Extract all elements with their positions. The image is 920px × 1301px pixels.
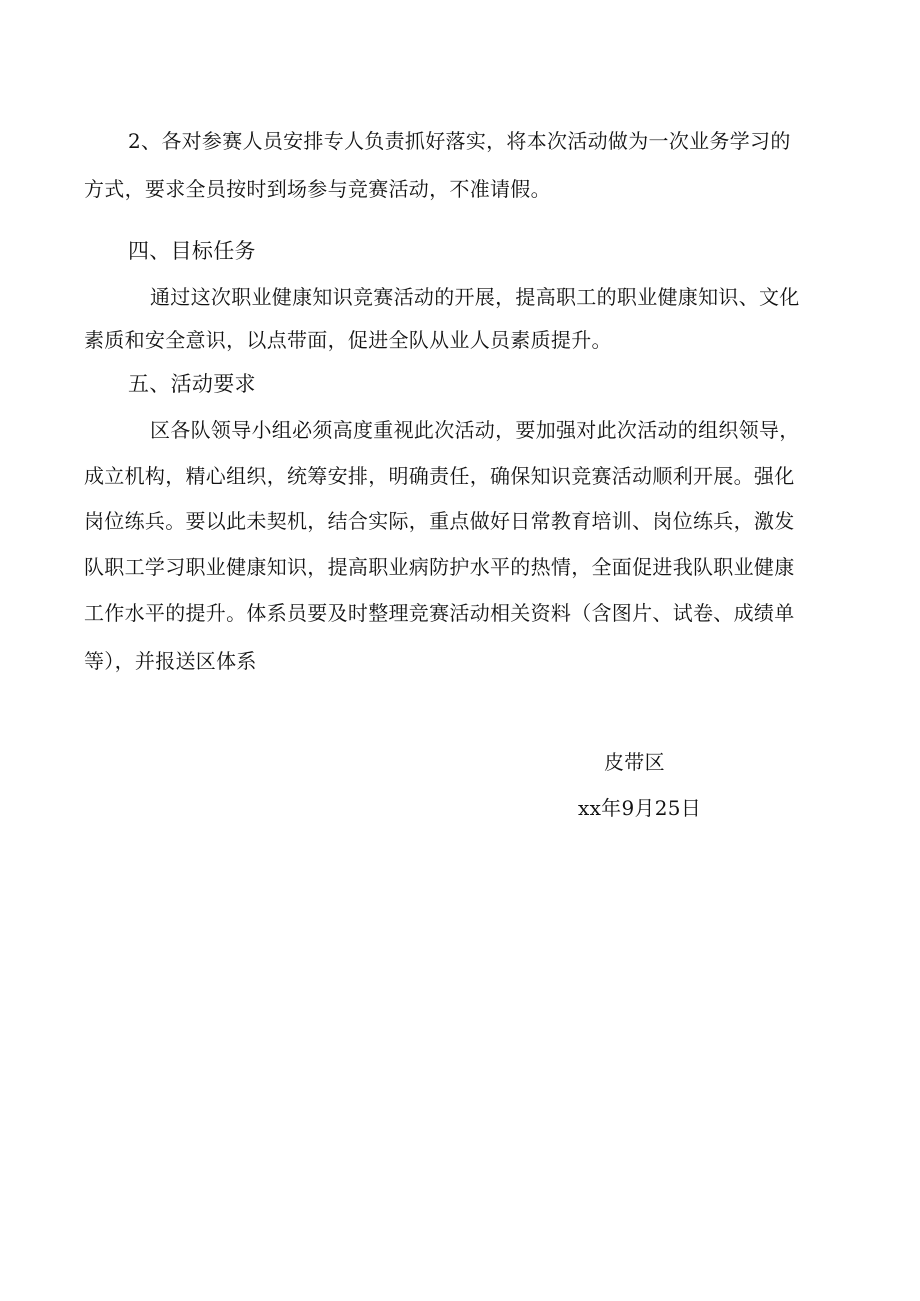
section4-line1: 通过这次职业健康知识竞赛活动的开展，提高职工的职业健康知识、文化 [150,285,800,309]
item2-line1: 2、各对参赛人员安排专人负责抓好落实，将本次活动做为一次业务学习的 [128,129,791,153]
section5-heading: 五、活动要求 [128,372,256,396]
signature-org: 皮带区 [604,750,665,774]
section5-line6: 等），并报送区体系 [84,649,257,673]
section5-line5: 工作水平的提升。体系员要及时整理竞赛活动相关资料（含图片、试卷、成绩单 [84,601,795,625]
section5-line3: 岗位练兵。要以此未契机，结合实际，重点做好日常教育培训、岗位练兵，激发 [84,509,795,533]
section4-line2: 素质和安全意识，以点带面，促进全队从业人员素质提升。 [84,328,612,352]
section5-line2: 成立机构，精心组织，统筹安排，明确责任，确保知识竞赛活动顺利开展。强化 [84,464,795,488]
section5-line4: 队职工学习职业健康知识，提高职业病防护水平的热情，全面促进我队职业健康 [84,555,795,579]
signature-date: xx年9月25日 [578,796,702,820]
section5-line1: 区各队领导小组必须高度重视此次活动，要加强对此次活动的组织领导， [150,418,800,442]
section4-heading: 四、目标任务 [128,239,256,263]
item2-line2: 方式，要求全员按时到场参与竞赛活动，不准请假。 [84,177,551,201]
